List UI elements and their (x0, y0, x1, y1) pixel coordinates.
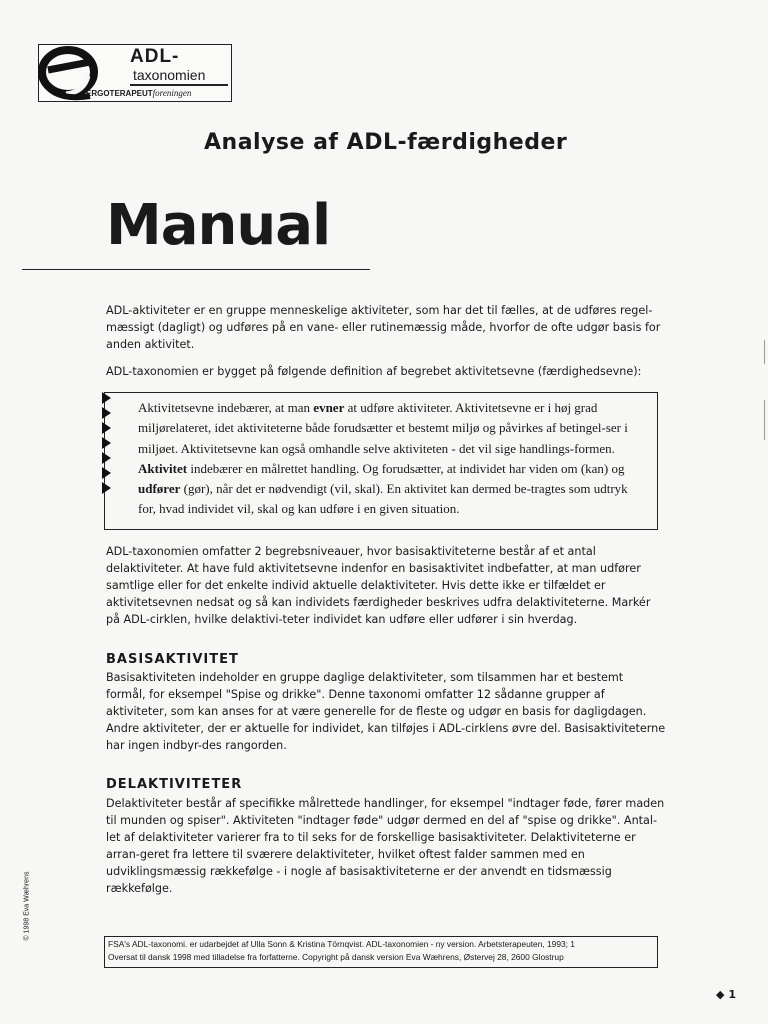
scan-edge-mark (764, 340, 765, 364)
arrow-icon (102, 482, 111, 494)
arrow-icon (102, 467, 111, 479)
arrow-icon (102, 407, 111, 419)
del-paragraph: Delaktiviteter består af specifikke målrettede handlinger, for eksempel "indtager føde, fører maden til munden og spiser". Aktiviteten "indtager føde" udgør dermed en del af "spise og drikke". Antal-let af delaktiviteter varierer fra to til seks for de forskellige basisaktiviteter. Delaktiviteterne er arran-geret fra lettere til sværere delaktiviteter, hvilket oftest falder sammen med en udviklingsmæssig rækkefølge - i nogle af basisaktiviteterne er der anvendt en tidsmæssig rækkefølge. (106, 797, 665, 895)
definition-part-3: indebærer en målrettet handling. Og forudsætter, at individet har viden om (kan) og (187, 460, 625, 476)
definition-part-2: at udføre aktiviteter. Aktivitetsevne er i høj grad miljørelateret, idet aktiviteterne både forudsætter et bestemt miljø og påvirkes af betingel-ser i miljøet. Aktivitetsevne kan også omhandle selve aktiviteten - det vil sige handlings-formen. (138, 400, 628, 456)
footer-line-2: Oversat til dansk 1998 med tilladelse fra forfatterne. Copyright på dansk version Eva Wæhrens, Østervej 28, 2600 Glostrup (108, 952, 564, 962)
logo-footer-caps: ERGOTERAPEUT (86, 89, 153, 98)
logo-subtitle: taxonomien (133, 67, 206, 83)
copyright-note: © 1998 Eva Wæhrens (23, 871, 31, 941)
definition-text (138, 398, 648, 520)
logo-rule (130, 84, 228, 86)
arrow-icon (102, 392, 111, 404)
intro-paragraph-1: ADL-aktiviteter er en gruppe menneskelige aktiviteter, som har det til fælles, at de udføres regel-mæssigt (dagligt) og udføres på en vane- eller rutinemæssig måde, hvorfor de ofte udgør basis for anden aktivitet. (106, 304, 661, 351)
definition-bold-1: evner (313, 400, 345, 415)
arrow-icon (102, 422, 111, 434)
basis-heading: BASISAKTIVITET (106, 652, 239, 667)
title-divider (22, 269, 370, 270)
arrow-icon (102, 452, 111, 464)
logo-footer (86, 88, 191, 98)
page-number (716, 988, 736, 1001)
intro-paragraph-2: ADL-taxonomien er bygget på følgende definition af begrebet aktivitetsevne (færdighedsevne): (106, 365, 642, 378)
page-number-value: 1 (728, 988, 736, 1001)
logo-title: ADL- (130, 46, 180, 67)
definition-bold-2: Aktivitet (138, 460, 188, 476)
basis-paragraph: Basisaktiviteten indeholder en gruppe daglige delaktiviteter, som tilsammen har et bestemt formål, for eksempel "Spise og drikke". Denne taxonomi omfatter 12 sådanne grupper af aktiviteter, som kan anses for at være generelle for de fleste og udgør en basis for dagligdagen. Andre aktiviteter, der er aktuelle for individet, kan tilføjes i ADL-cirklens øvre del. Basisaktiviteterne har ingen indbyr-des rangorden. (106, 671, 666, 752)
definition-part-4: (gør), når det er nødvendigt (vil, skal). En aktivitet kan dermed be-tragtes som udtryk for, hvad individet vil, skal og kan udføre i en given situation. (138, 481, 628, 517)
del-heading: DELAKTIVITETER (106, 777, 243, 792)
arrow-icon (102, 437, 111, 449)
footer-line-1: FSA's ADL-taxonomi. er udarbejdet af Ulla Sonn & Kristina Törnqvist. ADL-taxonomien - ny version. Arbetsterapeuten, 1993; 1 (108, 939, 575, 949)
scan-edge-mark (764, 400, 765, 440)
definition-arrows (102, 392, 114, 497)
page-bullet-icon: ◆ (716, 988, 725, 1001)
definition-bold-3: udfører (138, 481, 181, 497)
page-title: Manual (106, 193, 331, 258)
footer-text (108, 938, 653, 964)
definition-part-1: Aktivitetsevne indebærer, at man (138, 400, 314, 415)
logo-footer-italic: foreningen (152, 88, 192, 98)
page-subtitle: Analyse af ADL-færdigheder (204, 130, 568, 155)
levels-paragraph: ADL-taxonomien omfatter 2 begrebsniveauer, hvor basisaktiviteterne består af et antal delaktiviteter. At have fuld aktivitetsevne indenfor en basisaktivitet indbefatter, at man udfører samtlige eller for det enkelte individ aktuelle delaktiviteter. Hvis dette ikke er tilfældet er aktivitetsevnen nedsat og så kan individets færdigheder beskrives udfra delaktiviteterne. Markér på ADL-cirklen, hvilke delaktivi-teter individet kan udføre eller udfører i sin hverdag. (106, 545, 651, 626)
